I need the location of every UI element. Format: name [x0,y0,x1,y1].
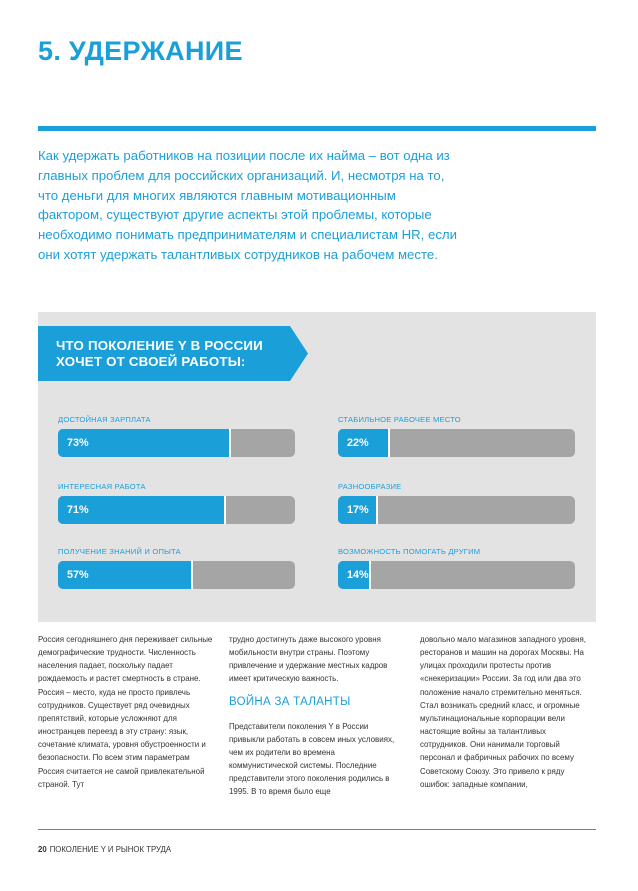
body-column-3 [420,633,595,791]
banner-line-2: ХОЧЕТ ОТ СВОЕЙ РАБОТЫ: [56,354,246,369]
page-title: 5. УДЕРЖАНИЕ [38,36,243,66]
page-number: 20 [38,845,47,854]
metric-label: ВОЗМОЖНОСТЬ ПОМОГАТЬ ДРУГИМ [338,547,481,556]
bar-track [58,561,295,589]
metric-label: ПОЛУЧЕНИЕ ЗНАНИЙ И ОПЫТА [58,547,181,556]
metric-help-others [338,546,575,589]
metric-label: РАЗНООБРАЗИЕ [338,482,402,491]
intro-paragraph: Как удержать работников на позиции после их найма – вот одна из главных проблем для российских организаций. И, несмотря на то, что деньги для многих являются главным мотивационным фактором, существуют другие аспекты этой проблемы, которые необходимо понимать предпринимателям и специалистам HR, если они хотят удержать талантливых сотрудников на рабочем месте. [38,148,457,262]
metric-salary [58,414,295,457]
metric-knowledge [58,546,295,589]
bar-value: 57% [67,569,89,581]
metric-label: ДОСТОЙНАЯ ЗАРПЛАТА [58,415,151,424]
bar-value: 17% [347,504,369,516]
bar-track [58,496,295,524]
body-paragraph: Представители поколения Y в России привыкли работать в совсем иных условиях, чем их родители во времена коммунистической системы. Последние представители этого поколения родились в 1995. В то время было еще [229,721,395,797]
bar-track [58,429,295,457]
bar-track [338,561,575,589]
footer-divider [38,829,596,830]
body-column-1 [38,633,213,791]
metric-variety [338,481,575,524]
bar-value: 71% [67,504,89,516]
metric-label: ИНТЕРЕСНАЯ РАБОТА [58,482,146,491]
survey-banner [38,326,308,381]
body-paragraph: довольно мало магазинов западного уровня, ресторанов и машин на дорогах Москвы. На улицах проходили протесты против «снекеризации» России. За год или два это положение начало стремительно меняться. Стал возникать средний класс, и огромные мультинациональные корпорации вели настоящие войны за талантливых сотрудников. Они нанимали торговый персонал и фабричных рабочих по всему Советскому Союзу. Это привело к ряду ошибок: западные компании, [420,635,586,789]
banner-heading [56,338,296,370]
footer-title: ПОКОЛЕНИЕ Y И РЫНОК ТРУДА [49,845,172,854]
section-heading: ВОЙНА ЗА ТАЛАНТЫ [229,695,351,708]
title-divider [38,126,596,131]
bar-value: 14% [347,569,369,581]
body-paragraph: Россия сегодняшнего дня переживает сильные демографические трудности. Численность населения падает, поскольку падает рождаемость и растет смертность в стране. Россия – место, куда не просто привлечь сотрудников. Существует ряд очевидных препятствий, которые усложняют для иностранцев переезд в эту страну: язык, сочетание климата, уровня обустроенности и безопасности. По всем этим параметрам Россия считается не самой привлекательной страной. Тут [38,635,213,789]
banner-line-1: ЧТО ПОКОЛЕНИЕ Y В РОССИИ [56,338,263,353]
bar-track [338,496,575,524]
body-paragraph: трудно достигнуть даже высокого уровня мобильности внутри страны. Поэтому привлечение и удержание местных кадров имеет критическую важность. [229,635,388,684]
body-column-2 [229,633,404,799]
metric-interesting-work [58,481,295,524]
page-footer [38,845,171,854]
bar-value: 73% [67,437,89,449]
bar-track [338,429,575,457]
metric-label: СТАБИЛЬНОЕ РАБОЧЕЕ МЕСТО [338,415,461,424]
metric-stable-job [338,414,575,457]
bar-value: 22% [347,437,369,449]
